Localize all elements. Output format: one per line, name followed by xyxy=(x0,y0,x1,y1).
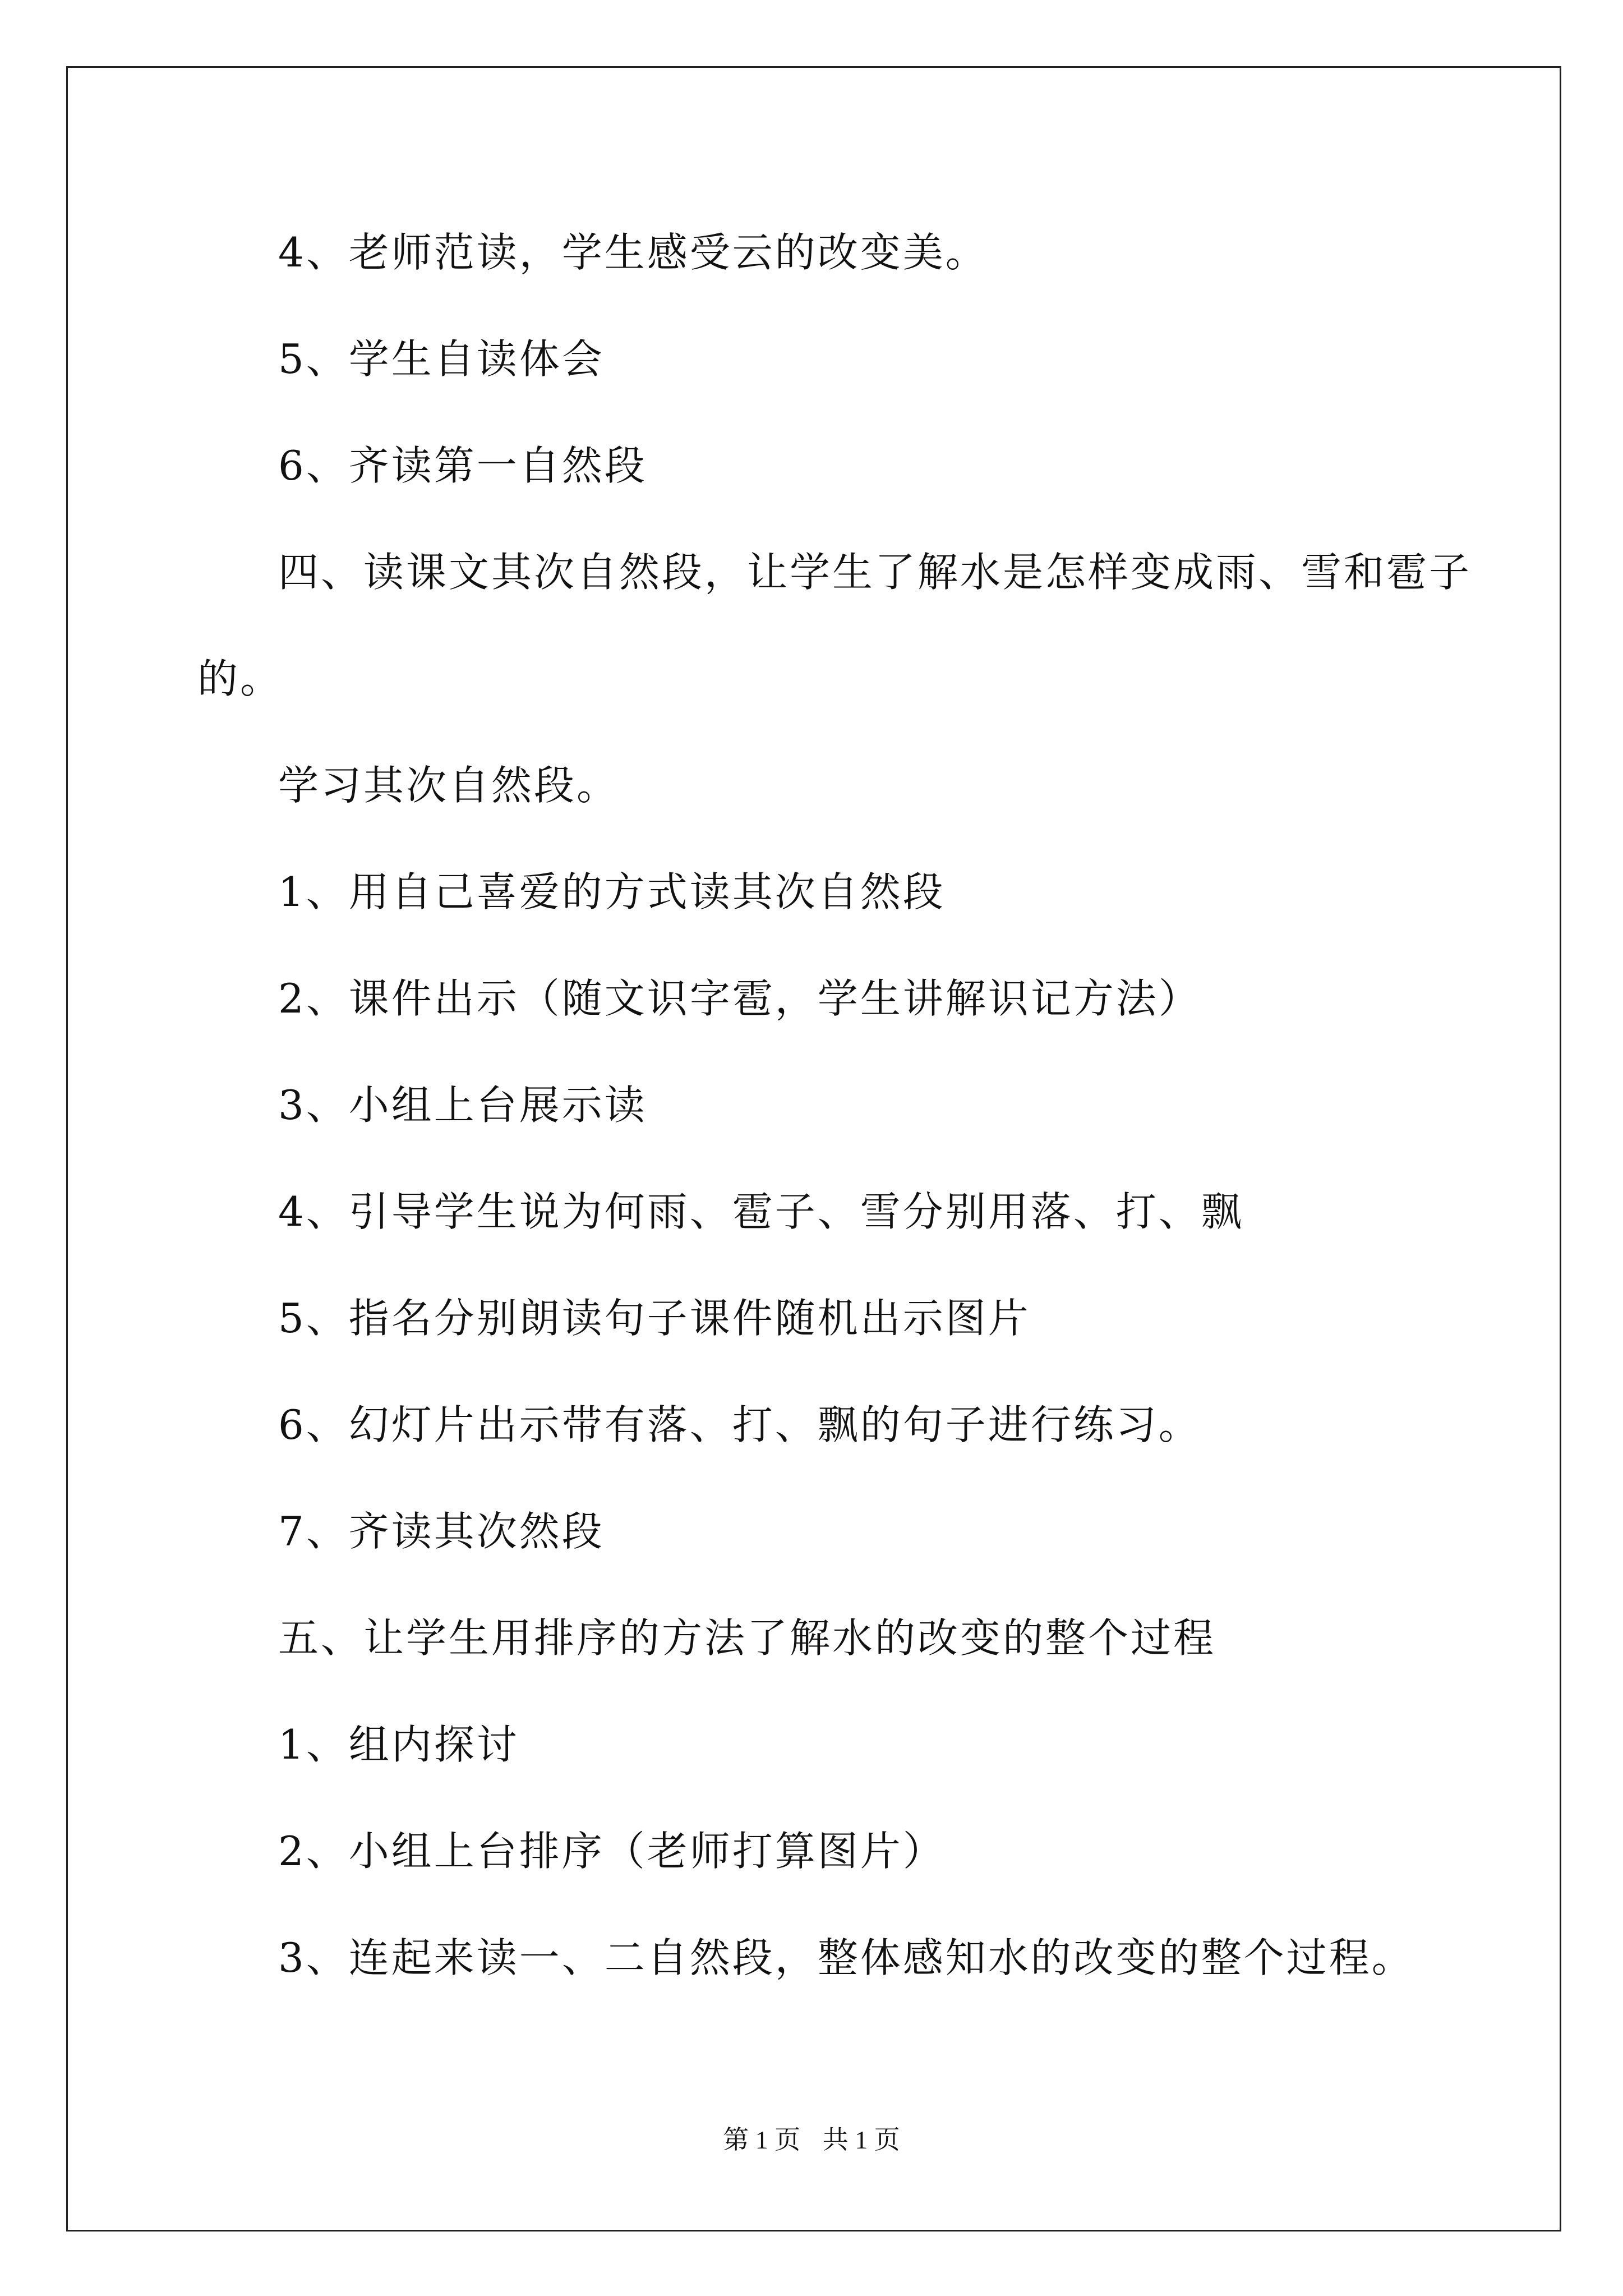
paragraph-line: 6、齐读第一自然段 xyxy=(278,442,647,489)
paragraph-line: 5、指名分别朗读句子课件随机出示图片 xyxy=(278,1295,1031,1342)
paragraph-line: 7、齐读其次然段 xyxy=(278,1508,605,1555)
paragraph-line: 2、课件出示（随文识字雹，学生讲解识记方法） xyxy=(278,975,1201,1022)
paragraph-line: 3、小组上台展示读 xyxy=(278,1082,647,1129)
paragraph-line: 1、用自己喜爱的方式读其次自然段 xyxy=(278,868,946,915)
paragraph-line: 五、让学生用排序的方法了解水的改变的整个过程 xyxy=(278,1614,1216,1662)
paragraph-line: 4、老师范读，学生感受云的改变美。 xyxy=(278,229,988,276)
paragraph-line: 2、小组上台排序（老师打算图片） xyxy=(278,1828,946,1875)
page-number-current: 第 1 页 xyxy=(723,2125,801,2154)
paragraph-line: 3、连起来读一、二自然段，整体感知水的改变的整个过程。 xyxy=(278,1934,1414,1981)
paragraph-line: 5、学生自读体会 xyxy=(278,335,605,383)
paragraph-line-continuation: 的。 xyxy=(197,655,283,702)
paragraph-line: 四、读课文其次自然段，让学生了解水是怎样变成雨、雪和雹子 xyxy=(278,549,1472,596)
paragraph-line: 4、引导学生说为何雨、雹子、雪分别用落、打、飘 xyxy=(278,1188,1244,1235)
paragraph-line: 1、组内探讨 xyxy=(278,1721,519,1768)
page-border xyxy=(66,66,1561,2231)
paragraph-line: 学习其次自然段。 xyxy=(278,762,620,809)
page-number-total: 共 1 页 xyxy=(822,2125,900,2154)
paragraph-line: 6、幻灯片出示带有落、打、飘的句子进行练习。 xyxy=(278,1401,1201,1448)
page-footer xyxy=(0,2123,1623,2157)
